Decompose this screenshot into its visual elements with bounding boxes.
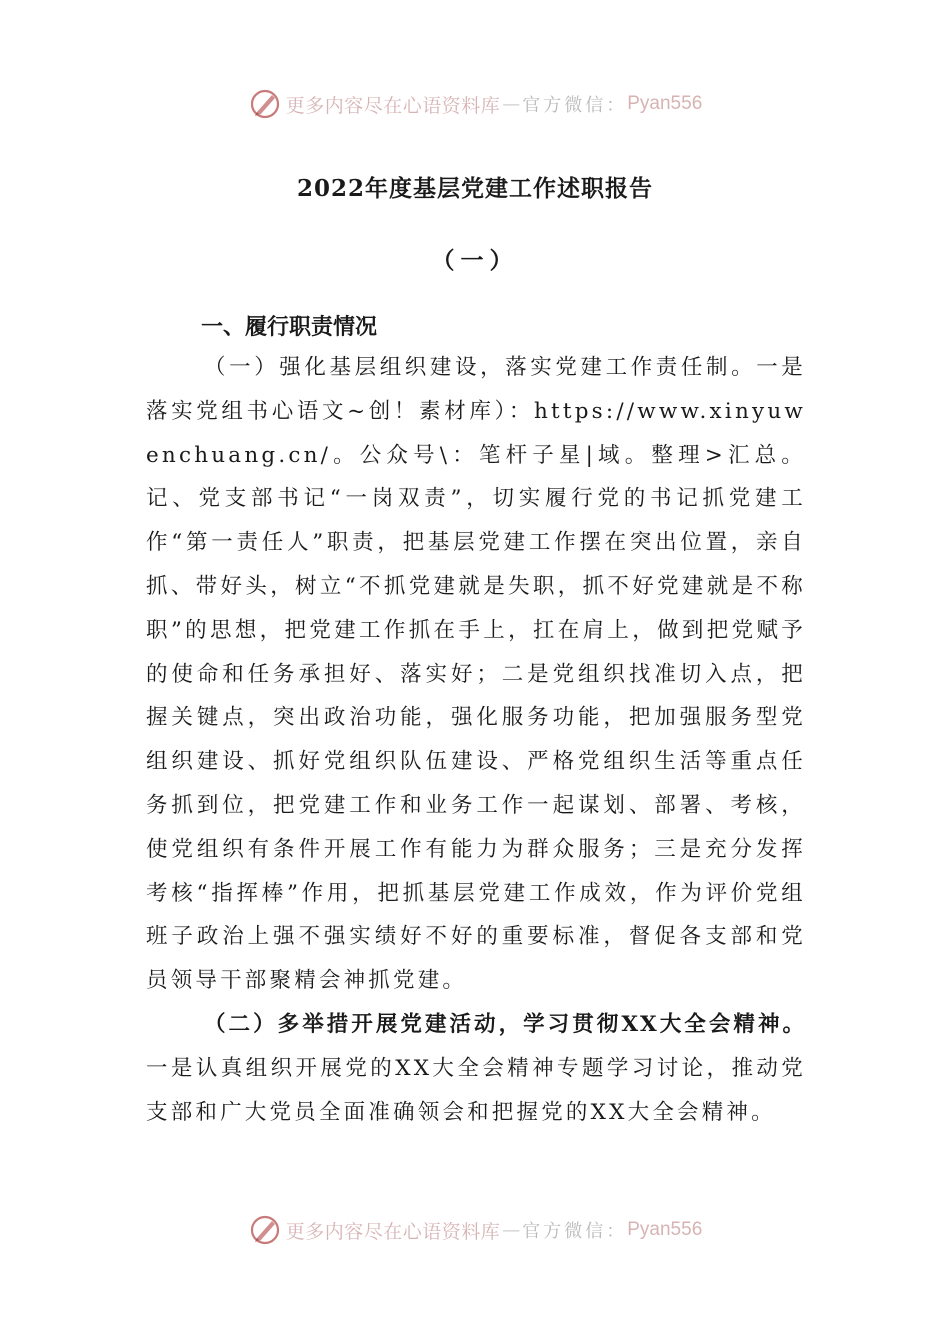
watermark-dash: — — [502, 93, 521, 115]
header-watermark — [0, 82, 950, 126]
document-subtitle: （一） — [431, 247, 519, 274]
footer-watermark — [0, 1208, 950, 1252]
watermark-official-label: 官方微信： — [522, 95, 628, 116]
watermark-official-label: 官方微信： — [522, 1221, 628, 1242]
watermark-wechat-id: Pyan556 — [627, 1219, 703, 1240]
document-title: 2022年度基层党建工作述职报告 — [296, 175, 653, 202]
document-body — [146, 308, 806, 1134]
watermark-wechat-id: Pyan556 — [627, 93, 703, 114]
watermark-brand: 更多内容尽在心语资料库 — [285, 94, 501, 117]
section-heading: 一、履行职责情况 — [201, 314, 378, 340]
paragraph-2-lead: （二）多举措开展党建活动，学习贯彻XX大全会精神。 — [204, 1011, 806, 1037]
watermark-dash: — — [502, 1219, 521, 1241]
pen-logo-icon — [248, 87, 282, 121]
paragraph-2 — [146, 1003, 806, 1134]
paragraph-1: （一）强化基层组织建设，落实党建工作责任制。一是落实党组书心语文~创！素材库）：https://www.xinyuwenchuang.cn/。公众号\：笔杆子星|域。整理>汇总。记、党支部书记“一岗双责”，切实履行党的书记抓党建工作“第一责任人”职责，把基层党建工作摆在突出位置，亲自抓、带好头，树立“不抓党建就是失职，抓不好党建就是不称职”的思想，把党建工作抓在手上，扛在肩上，做到把党赋予的使命和任务承担好、落实好；二是党组织找准切入点，把握关键点，突出政治功能，强化服务功能，把加强服务型党组织建设、抓好党组织队伍建设、严格党组织生活等重点任务抓到位，把党建工作和业务工作一起谋划、部署、考核，使党组织有条件开展工作有能力为群众服务；三是充分发挥考核“指挥棒”作用，把抓基层党建工作成效，作为评价党组班子政治上强不强实绩好不好的重要标准，督促各支部和党员领导干部聚精会神抓党建。 — [146, 355, 806, 994]
paragraph-2-body: 一是认真组织开展党的XX大全会精神专题学习讨论，推动党支部和广大党员全面准确领会和把握党的XX大全会精神。 — [146, 1055, 806, 1125]
watermark-brand: 更多内容尽在心语资料库 — [285, 1220, 501, 1243]
pen-logo-icon — [248, 1213, 282, 1247]
